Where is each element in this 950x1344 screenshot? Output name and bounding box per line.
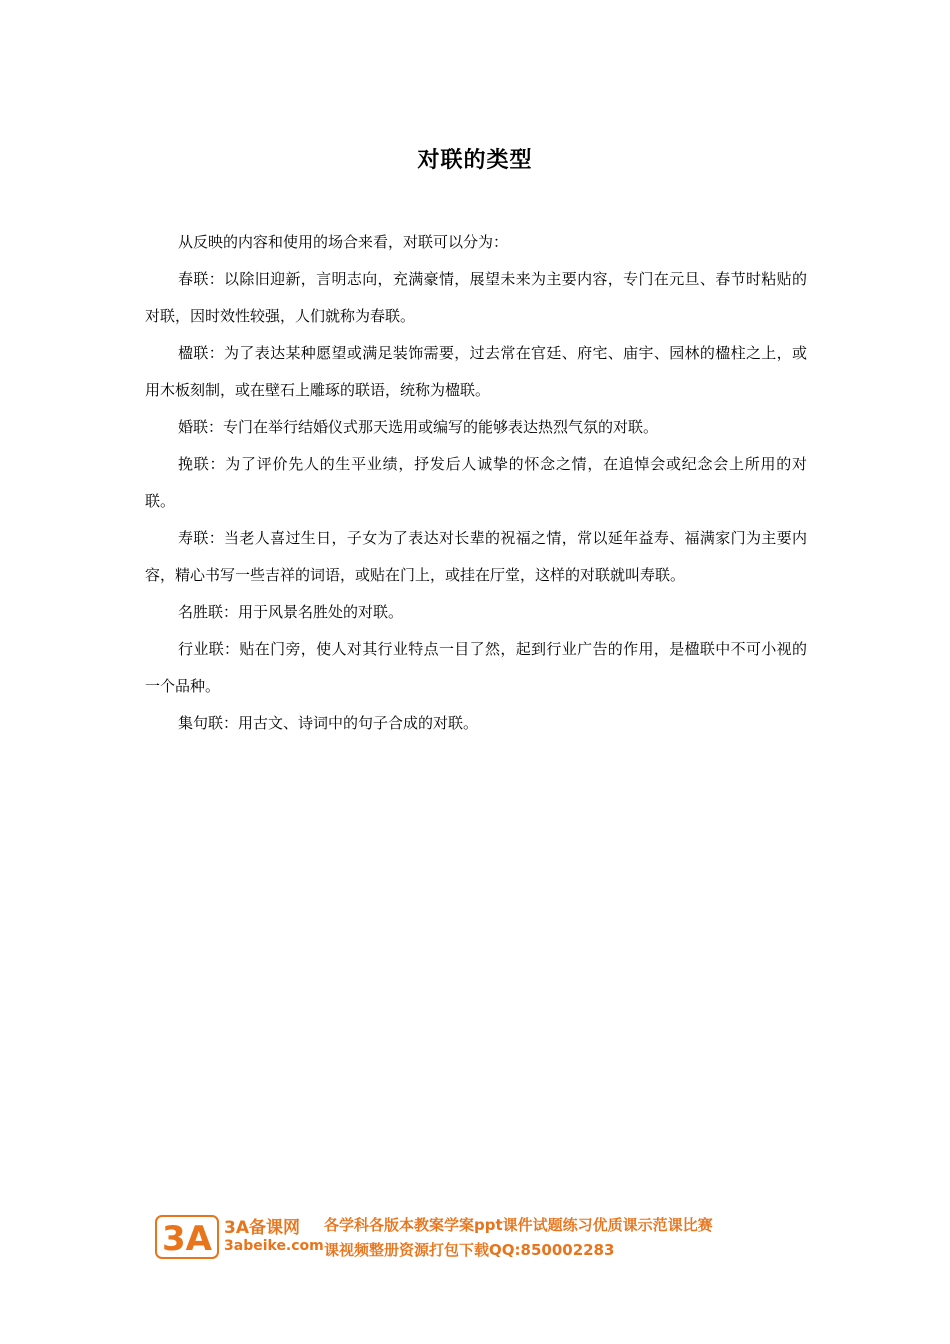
paragraph-yinglian: 楹联：为了表达某种愿望或满足装饰需要，过去常在官廷、府宅、庙宇、园林的楹柱之上，或用木板刻制，或在壁石上雕琢的联语，统称为楹联。 (145, 344, 807, 399)
footer-slogan-line1: 各学科各版本教案学案ppt课件试题练习优质课示范课比赛 (324, 1216, 713, 1234)
paragraph-chunlian: 春联：以除旧迎新，言明志向，充满豪情，展望未来为主要内容，专门在元旦、春节时粘贴的对联，因时效性较强，人们就称为春联。 (145, 270, 807, 325)
footer-domain: 3abeike.com (224, 1238, 324, 1254)
page-title: 对联的类型 (417, 148, 533, 173)
paragraph-mingshenglian: 名胜联：用于风景名胜处的对联。 (178, 603, 404, 621)
footer-slogan-line2: 课视频整册资源打包下载QQ:850002283 (324, 1241, 615, 1259)
paragraph-jijulian: 集句联：用古文、诗词中的句子合成的对联。 (178, 714, 479, 732)
paragraph-hunlian: 婚联：专门在举行结婚仪式那天选用或编写的能够表达热烈气氛的对联。 (178, 418, 659, 436)
paragraph-wanlian: 挽联：为了评价先人的生平业绩，抒发后人诚挚的怀念之情，在追悼会或纪念会上所用的对联。 (145, 455, 807, 510)
paragraph-hangyelian: 行业联：贴在门旁，使人对其行业特点一目了然，起到行业广告的作用，是楹联中不可小视的一个品种。 (145, 640, 807, 695)
paragraph-intro: 从反映的内容和使用的场合来看，对联可以分为： (178, 233, 509, 251)
logo-lettering: 3A (162, 1219, 212, 1259)
footer-brand: 3A备课网 (224, 1218, 300, 1238)
paragraph-shoulian: 寿联：当老人喜过生日，子女为了表达对长辈的祝福之情，常以延年益寿、福满家门为主要内容，精心书写一些吉祥的词语，或贴在门上，或挂在厅堂，这样的对联就叫寿联。 (145, 529, 807, 584)
footer-banner (150, 1210, 810, 1265)
document-body (145, 224, 807, 742)
3a-logo-icon (155, 1214, 219, 1260)
